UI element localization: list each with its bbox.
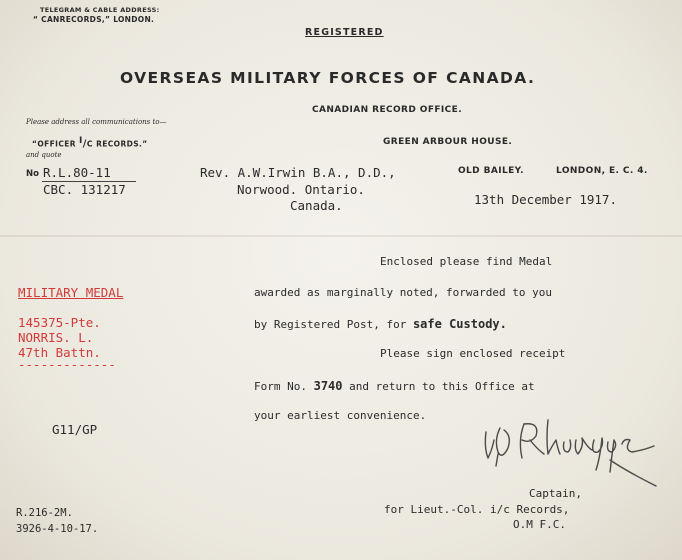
telegram-address: “ CANRECORDS,” LONDON. (33, 15, 155, 24)
file-reference: G11/GP (52, 422, 98, 437)
recipient-name: Rev. A.W.Irwin B.A., D.D., (200, 165, 396, 180)
registered-label: REGISTERED (305, 27, 384, 38)
signatory-unit: O.M F.C. (513, 518, 566, 531)
paper-fold (0, 235, 682, 237)
signatory-rank: Captain, (529, 487, 582, 500)
and-quote-note: and quote (26, 151, 62, 159)
body-line-6: your earliest convenience. (254, 409, 427, 422)
body-line-4: Please sign enclosed receipt (380, 347, 566, 360)
body-line-3: by Registered Post, for safe Custody. (254, 317, 507, 331)
address-city: LONDON, E. C. 4. (556, 166, 648, 176)
address-street: OLD BAILEY. (458, 166, 524, 176)
soldier-battalion: 47th Battn. (18, 345, 101, 360)
soldier-name: NORRIS. L. (18, 330, 94, 345)
body-line-5: Form No. 3740 and return to this Office at (254, 379, 535, 393)
house-name: GREEN ARBOUR HOUSE. (383, 137, 513, 147)
reference-number: R.L.80-11 (43, 165, 111, 180)
office-name: CANADIAN RECORD OFFICE. (312, 105, 463, 115)
form-code-2: 3926-4-10-17. (16, 523, 99, 535)
telegram-address-label: TELEGRAM & CABLE ADDRESS: (40, 6, 160, 14)
recipient-country: Canada. (290, 198, 343, 213)
margin-dashes: ------------- (18, 357, 116, 372)
body-line-1: Enclosed please find Medal (380, 255, 553, 268)
letterhead-title: OVERSEAS MILITARY FORCES OF CANADA. (120, 69, 536, 87)
signatory-for: for Lieut.-Col. i/c Records, (384, 503, 570, 516)
soldier-number: 145375-Pte. (18, 315, 101, 330)
officer-records: “OFFICER $^I$/C RECORDS.” (32, 136, 148, 150)
officer-signature (478, 410, 668, 490)
recipient-town: Norwood. Ontario. (237, 182, 365, 197)
letter-date: 13th December 1917. (474, 192, 617, 207)
please-address-note: Please address all communications to— (26, 118, 167, 126)
reference-number-2: CBC. 131217 (43, 182, 126, 197)
body-line-2: awarded as marginally noted, forwarded to you (254, 286, 553, 299)
form-code-1: R.216-2M. (16, 507, 73, 519)
no-label: No (26, 169, 39, 179)
award-name: MILITARY MEDAL (18, 285, 124, 300)
